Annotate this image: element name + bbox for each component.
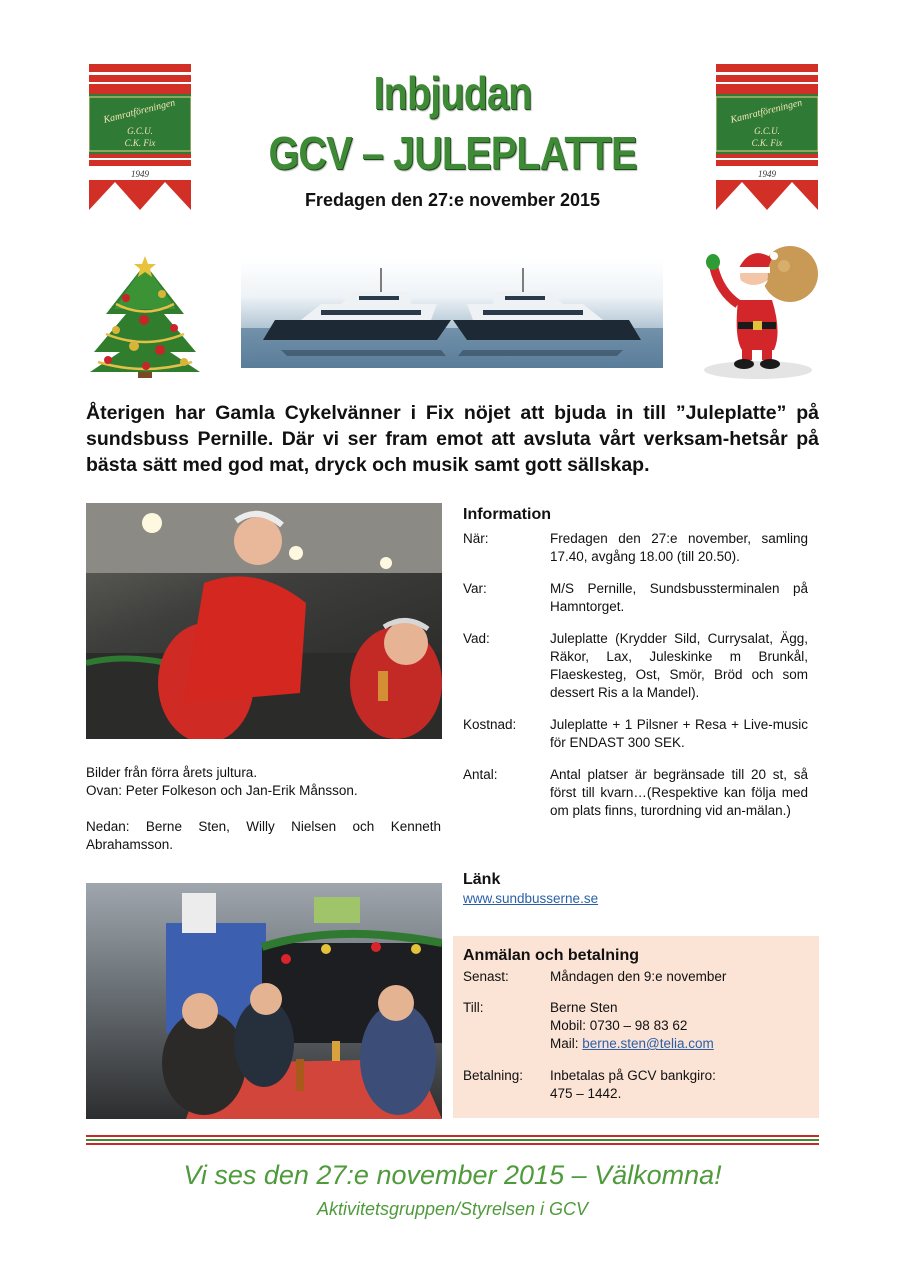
info-value: Juleplatte (Krydder Sild, Currysalat, Ägg, Räkor, Lax, Juleskinke m Brunkål, Flaeskesteg, Ost, Smör, Bröd och som dessert Ris a la Mandel). [550,631,808,700]
page-title-event: GCV – JULEPLATTE [268,127,637,179]
footer-welcome: Vi ses den 27:e november 2015 – Välkomna! [183,1160,722,1190]
reg-label: Till: [463,1000,484,1015]
contact-mobile: Mobil: 0730 – 98 83 62 [550,1018,688,1033]
caption-line-3: Nedan: Berne Sten, Willy Nielsen och Kenneth Abrahamsson. [86,819,441,852]
caption-line-1: Bilder från förra årets jultura. [86,765,258,780]
page-title: Inbjudan [373,67,532,119]
sundbusserne-link[interactable]: www.sundbusserne.se [463,891,599,906]
payment-line-1: Inbetalas på GCV bankgiro: [550,1068,716,1083]
contact-mail [550,1035,808,1053]
santa-image [698,242,820,380]
contact-mail-link[interactable]: berne.sten@telia.com [582,1036,714,1051]
info-label: När: [463,531,489,546]
photo-top [86,503,442,739]
information-heading: Information [463,506,551,523]
ferries-image [241,258,663,368]
payment-line-2: 475 – 1442. [550,1086,622,1101]
info-value: Juleplatte + 1 Pilsner + Resa + Live-music för ENDAST 300 SEK. [550,717,808,750]
info-label: Vad: [463,631,490,646]
caption-line-2: Ovan: Peter Folkeson och Jan-Erik Månsson. [86,783,358,798]
reg-label: Betalning: [463,1068,524,1083]
reg-label: Senast: [463,969,509,984]
reg-payment [550,1067,808,1103]
link-heading: Länk [463,871,501,888]
info-value: Fredagen den 27:e november, samling 17.40, avgång 18.00 (till 20.50). [550,531,808,564]
svg-text:G.C.U.: G.C.U. [754,126,780,136]
ferry-icon [241,258,663,368]
event-date: Fredagen den 27:e november 2015 [304,190,601,210]
reg-value: Måndagen den 9:e november [550,969,727,984]
svg-text:C.K. Fix: C.K. Fix [751,138,783,148]
svg-text:1949: 1949 [131,169,149,179]
svg-text:G.C.U.: G.C.U. [127,126,153,136]
registration-heading: Anmälan och betalning [463,947,640,964]
footer-signature: Aktivitetsgruppen/Styrelsen i GCV [316,1199,589,1219]
santa-icon [698,242,820,380]
info-label: Var: [463,581,487,596]
svg-text:Kamratföreningen: Kamratföreningen [102,97,177,126]
info-label: Antal: [463,767,498,782]
divider-line [86,1139,819,1141]
info-label: Kostnad: [463,717,517,732]
christmas-tree-icon [86,254,204,380]
info-value: Antal platser är begränsade till 20 st, så först till kvarn…(Respektive kan följa med om plats finns, turordning vid an-mälan.) [550,767,808,818]
info-value: M/S Pernille, Sundsbussterminalen på Hamntorget. [550,581,808,614]
party-photo-icon [86,883,442,1119]
reg-contact [550,999,808,1053]
svg-text:C.K. Fix: C.K. Fix [124,138,156,148]
party-photo-icon [86,503,442,739]
contact-name: Berne Sten [550,1000,618,1015]
divider-line [86,1143,819,1145]
christmas-tree-image [86,254,204,380]
svg-text:Kamratföreningen: Kamratföreningen [729,97,804,126]
photo-bottom [86,883,442,1119]
contact-mail-label: Mail: [550,1036,583,1051]
intro-text: Återigen har Gamla Cykelvänner i Fix nöjet att bjuda in till ”Juleplatte” på sundsbuss Pernille. Där vi ser fram emot att avsluta vårt verksam-hetsår på bästa sätt med god mat, dryck och musik samt gott sällskap. [86,402,819,476]
divider-line [86,1135,819,1137]
svg-text:1949: 1949 [758,169,776,179]
